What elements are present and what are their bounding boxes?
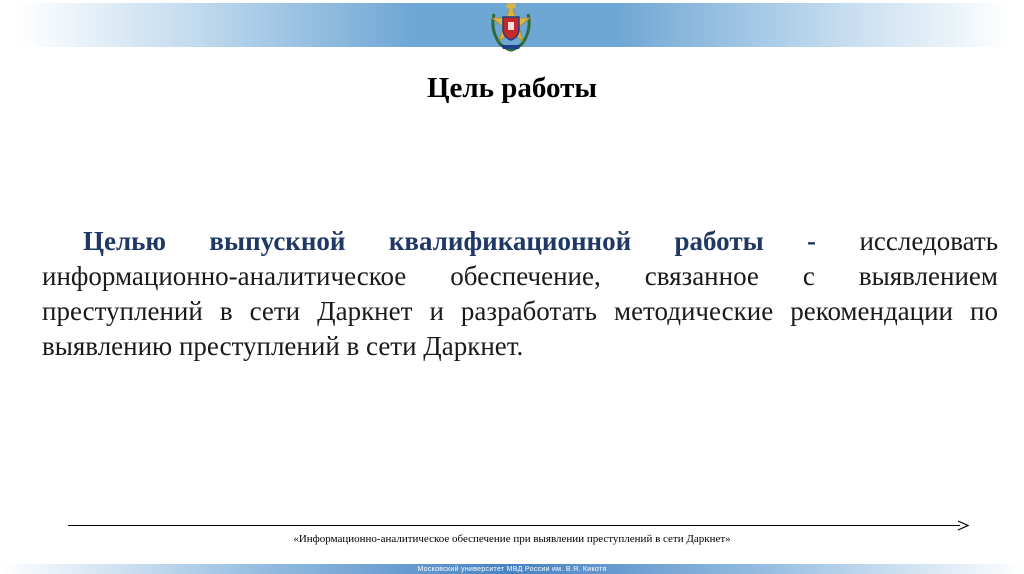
goal-lead-text: Целью выпускной квалификационной работы - [83,226,817,256]
goal-paragraph [42,224,998,364]
police-emblem-icon [486,0,536,52]
goal-body-text: исследовать информационно-аналитическое обеспечение, связанное с выявлением преступлений в сети Даркнет и разработать методические рекомендации по выявлению преступлений в сети Даркнет. [42,226,999,361]
footer-divider [68,525,960,526]
university-name: Московский университет МВД России им. В.Я. Кикотя [417,566,607,573]
arrow-right-icon [957,520,969,531]
slide-title: Цель работы [426,72,598,104]
footer-caption: «Информационно-аналитическое обеспечение при выявлении преступлений в сети Даркнет» [293,533,731,545]
